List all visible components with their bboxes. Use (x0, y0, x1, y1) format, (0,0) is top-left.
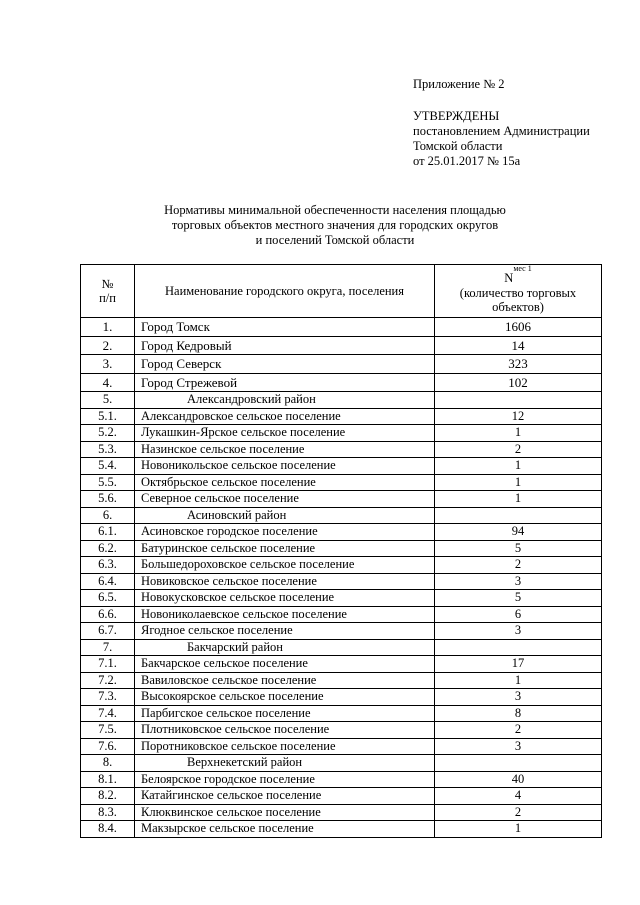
row-name: Лукашкин-Ярское сельское поселение (135, 425, 435, 442)
row-value (435, 639, 602, 656)
table-row (81, 355, 602, 374)
header-name: Наименование городского округа, поселения (135, 265, 435, 318)
row-number: 5.6. (81, 491, 135, 508)
norms-table (80, 264, 602, 838)
row-number: 5. (81, 392, 135, 409)
table-row (81, 705, 602, 722)
row-number: 3. (81, 355, 135, 374)
row-number: 6.3. (81, 557, 135, 574)
table-row (81, 392, 602, 409)
header-number (81, 265, 135, 318)
row-name: Батуринское сельское поселение (135, 540, 435, 557)
table-row (81, 590, 602, 607)
table-row (81, 441, 602, 458)
row-name: Новоникольское сельское поселение (135, 458, 435, 475)
row-value: 94 (435, 524, 602, 541)
table-row (81, 336, 602, 355)
table-row (81, 606, 602, 623)
row-number: 8.3. (81, 804, 135, 821)
table-row (81, 788, 602, 805)
approval-line-3: от 25.01.2017 № 15а (413, 154, 521, 168)
norm-symbol-letter: N (504, 271, 514, 286)
table-row (81, 722, 602, 739)
row-name: Ягодное сельское поселение (135, 623, 435, 640)
row-value: 6 (435, 606, 602, 623)
row-value: 1606 (435, 318, 602, 337)
row-number: 6. (81, 507, 135, 524)
row-name: Асиновский район (135, 507, 435, 524)
row-number: 5.5. (81, 474, 135, 491)
row-name: Макзырское сельское поселение (135, 821, 435, 838)
row-value: 102 (435, 373, 602, 392)
row-value: 1 (435, 672, 602, 689)
row-value: 1 (435, 821, 602, 838)
row-name: Асиновское городское поселение (135, 524, 435, 541)
row-value: 2 (435, 722, 602, 739)
row-value: 40 (435, 771, 602, 788)
row-value: 1 (435, 458, 602, 475)
row-name: Плотниковское сельское поселение (135, 722, 435, 739)
table-row (81, 458, 602, 475)
table-row (81, 738, 602, 755)
row-number: 7. (81, 639, 135, 656)
row-value (435, 392, 602, 409)
appendix-label: Приложение № 2 (413, 77, 505, 91)
row-value: 5 (435, 590, 602, 607)
header-number-abbrev: п/п (99, 291, 116, 305)
row-value: 3 (435, 623, 602, 640)
row-name: Высокоярское сельское поселение (135, 689, 435, 706)
row-value: 17 (435, 656, 602, 673)
row-name: Новониколаевское сельское поселение (135, 606, 435, 623)
norm-symbol-superscript: мес 1 (513, 264, 532, 274)
row-number: 7.2. (81, 672, 135, 689)
row-name: Новокусковское сельское поселение (135, 590, 435, 607)
row-name: Город Стрежевой (135, 373, 435, 392)
row-number: 6.5. (81, 590, 135, 607)
row-value: 2 (435, 804, 602, 821)
row-value: 4 (435, 788, 602, 805)
row-number: 7.4. (81, 705, 135, 722)
row-name: Северное сельское поселение (135, 491, 435, 508)
header-number-symbol: № (101, 277, 114, 291)
row-value: 5 (435, 540, 602, 557)
row-name: Город Северск (135, 355, 435, 374)
row-value: 8 (435, 705, 602, 722)
row-name: Катайгинское сельское поселение (135, 788, 435, 805)
table-row (81, 755, 602, 772)
row-name: Поротниковское сельское поселение (135, 738, 435, 755)
row-number: 7.6. (81, 738, 135, 755)
table-row (81, 524, 602, 541)
row-name: Город Кедровый (135, 336, 435, 355)
row-number: 6.4. (81, 573, 135, 590)
table-row (81, 623, 602, 640)
header-norm-unit-2: объектов) (492, 299, 544, 314)
row-number: 7.5. (81, 722, 135, 739)
row-name: Парбигское сельское поселение (135, 705, 435, 722)
row-value: 3 (435, 738, 602, 755)
table-row (81, 318, 602, 337)
row-number: 1. (81, 318, 135, 337)
title-line-3: и поселений Томской области (255, 233, 415, 247)
table-row (81, 639, 602, 656)
table-row (81, 821, 602, 838)
row-value: 12 (435, 408, 602, 425)
row-number: 5.4. (81, 458, 135, 475)
row-number: 5.1. (81, 408, 135, 425)
document-title (95, 203, 575, 248)
row-number: 6.1. (81, 524, 135, 541)
row-name: Новиковское сельское поселение (135, 573, 435, 590)
row-value (435, 507, 602, 524)
row-value: 2 (435, 441, 602, 458)
table-row (81, 408, 602, 425)
approval-line-2: Томской области (413, 139, 503, 153)
header-norm-symbol (435, 264, 601, 286)
table-row (81, 771, 602, 788)
row-number: 5.2. (81, 425, 135, 442)
table-row (81, 425, 602, 442)
row-value: 1 (435, 425, 602, 442)
title-line-2: торговых объектов местного значения для городских округов (171, 218, 499, 232)
table-header-row (81, 265, 602, 318)
row-value: 1 (435, 474, 602, 491)
row-value: 3 (435, 573, 602, 590)
approval-line-1: постановлением Администрации (413, 124, 590, 138)
row-number: 5.3. (81, 441, 135, 458)
row-name: Александровский район (135, 392, 435, 409)
row-number: 6.2. (81, 540, 135, 557)
row-value: 323 (435, 355, 602, 374)
table-row (81, 672, 602, 689)
row-number: 8.2. (81, 788, 135, 805)
table-row (81, 557, 602, 574)
approved-heading: УТВЕРЖДЕНЫ (413, 109, 500, 123)
row-name: Верхнекетский район (135, 755, 435, 772)
row-number: 6.6. (81, 606, 135, 623)
row-value: 14 (435, 336, 602, 355)
row-name: Александровское сельское поселение (135, 408, 435, 425)
row-number: 4. (81, 373, 135, 392)
row-number: 7.3. (81, 689, 135, 706)
row-name: Белоярское городское поселение (135, 771, 435, 788)
row-name: Назинское сельское поселение (135, 441, 435, 458)
table-row (81, 373, 602, 392)
row-value: 1 (435, 491, 602, 508)
row-number: 8.1. (81, 771, 135, 788)
row-value: 3 (435, 689, 602, 706)
row-name: Клюквинское сельское поселение (135, 804, 435, 821)
approval-block (413, 77, 590, 169)
title-line-1: Нормативы минимальной обеспеченности населения площадью (164, 203, 506, 217)
row-value (435, 755, 602, 772)
row-number: 6.7. (81, 623, 135, 640)
row-number: 8.4. (81, 821, 135, 838)
row-name: Бакчарский район (135, 639, 435, 656)
row-number: 8. (81, 755, 135, 772)
table-row (81, 573, 602, 590)
row-value: 2 (435, 557, 602, 574)
table-body (81, 318, 602, 838)
table-row (81, 804, 602, 821)
row-number: 2. (81, 336, 135, 355)
header-norm-unit-1: (количество торговых (459, 285, 577, 300)
table-row (81, 540, 602, 557)
row-name: Большедороховское сельское поселение (135, 557, 435, 574)
table-row (81, 656, 602, 673)
row-number: 7.1. (81, 656, 135, 673)
header-norm (435, 265, 602, 318)
row-name: Вавиловское сельское поселение (135, 672, 435, 689)
table-row (81, 507, 602, 524)
table-row (81, 474, 602, 491)
table-row (81, 491, 602, 508)
row-name: Октябрьское сельское поселение (135, 474, 435, 491)
row-name: Город Томск (135, 318, 435, 337)
row-name: Бакчарское сельское поселение (135, 656, 435, 673)
table-row (81, 689, 602, 706)
